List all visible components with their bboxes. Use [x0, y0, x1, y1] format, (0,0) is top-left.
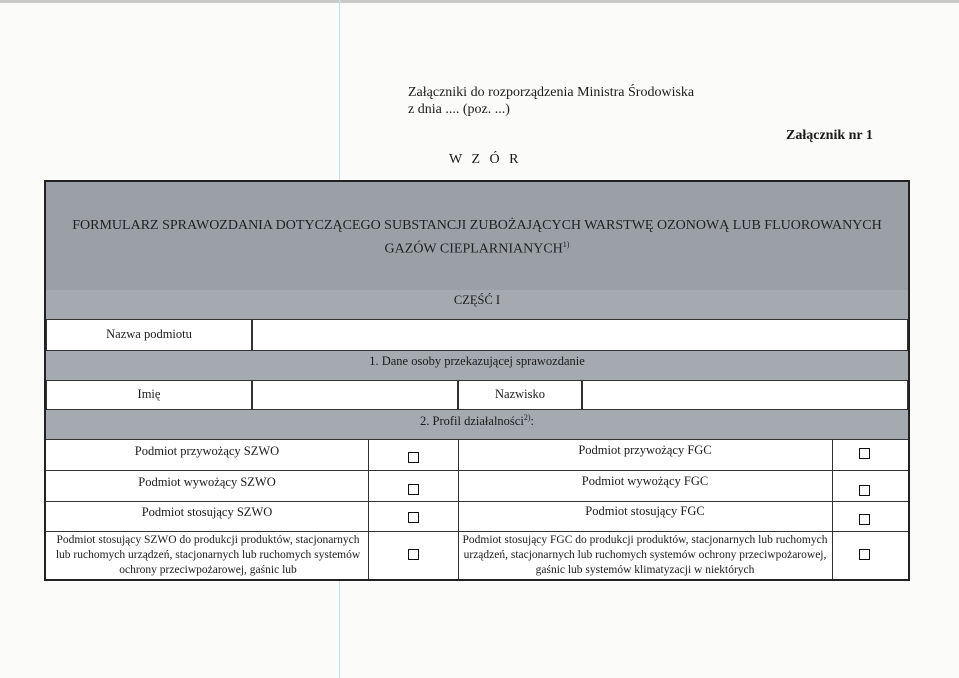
attachment-number: Załącznik nr 1	[786, 128, 873, 143]
first-name-field[interactable]	[252, 380, 458, 410]
last-name-field[interactable]	[582, 380, 908, 410]
section2-colon: :	[530, 414, 534, 429]
row-production-szwo: Podmiot stosujący SZWO do produkcji produktów, stacjonarnych lub ruchomych urządzeń, stacjonarnych lub ruchomych systemów ochrony przeciwpożarowej, gaśnic lub	[55, 534, 361, 576]
last-name-label: Nazwisko	[495, 387, 545, 401]
section2-label	[46, 413, 908, 429]
checkbox-use-szwo[interactable]	[408, 512, 419, 523]
checkbox-production-szwo[interactable]	[408, 549, 419, 560]
row-use-fgc: Podmiot stosujący FGC	[585, 504, 705, 518]
row-import-fgc: Podmiot przywożący FGC	[578, 443, 712, 457]
section2-footnote: 2)	[523, 413, 531, 422]
grid-line	[46, 439, 908, 440]
checkbox-production-fgc[interactable]	[859, 549, 870, 560]
row-export-fgc: Podmiot wywożący FGC	[581, 474, 709, 488]
checkbox-import-szwo[interactable]	[408, 452, 419, 463]
grid-line	[368, 439, 369, 579]
checkbox-export-fgc[interactable]	[859, 485, 870, 496]
row-production-fgc: Podmiot stosujący FGC do produkcji produktów, stacjonarnych lub ruchomych urządzeń, stacjonarnych lub ruchomych systemów ochrony przeciwpożarowej, gaśnic lub systemów klimatyzacji w niektórych	[462, 534, 828, 576]
grid-line	[46, 501, 908, 502]
form-title-footnote: 1)	[562, 240, 570, 249]
entity-name-field[interactable]	[252, 319, 908, 351]
row-use-szwo: Podmiot stosujący SZWO	[141, 505, 273, 519]
form-title-line2: GAZÓW CIEPLARNIANYCH	[384, 241, 563, 257]
document-header	[408, 84, 694, 118]
checkbox-use-fgc[interactable]	[859, 514, 870, 525]
wzor-label: W Z Ó R	[449, 152, 522, 167]
checkbox-import-fgc[interactable]	[859, 448, 870, 459]
top-edge	[0, 0, 959, 3]
header-line1: Załączniki do rozporządzenia Ministra Środowiska	[408, 85, 695, 100]
form-title	[46, 216, 908, 259]
first-name-label: Imię	[137, 387, 161, 401]
row-export-szwo: Podmiot wywożący SZWO	[138, 475, 276, 489]
report-form	[44, 180, 910, 581]
part-text: CZĘŚĆ I	[453, 293, 501, 307]
header-line2: z dnia .... (poz. ...)	[408, 102, 510, 117]
form-title-line1: FORMULARZ SPRAWOZDANIA DOTYCZĄCEGO SUBSTANCJI ZUBOŻAJĄCYCH WARSTWĘ OZONOWĄ LUB FLUOROWANYCH	[72, 218, 882, 233]
row-import-szwo: Podmiot przywożący SZWO	[134, 444, 280, 458]
grid-line	[46, 470, 908, 471]
checkbox-export-szwo[interactable]	[408, 484, 419, 495]
section1-label: 1. Dane osoby przekazującej sprawozdanie	[369, 354, 585, 368]
grid-line	[46, 531, 908, 532]
section2-text: 2. Profil działalności	[420, 414, 524, 429]
grid-line	[832, 439, 833, 579]
entity-label: Nazwa podmiotu	[106, 327, 192, 341]
